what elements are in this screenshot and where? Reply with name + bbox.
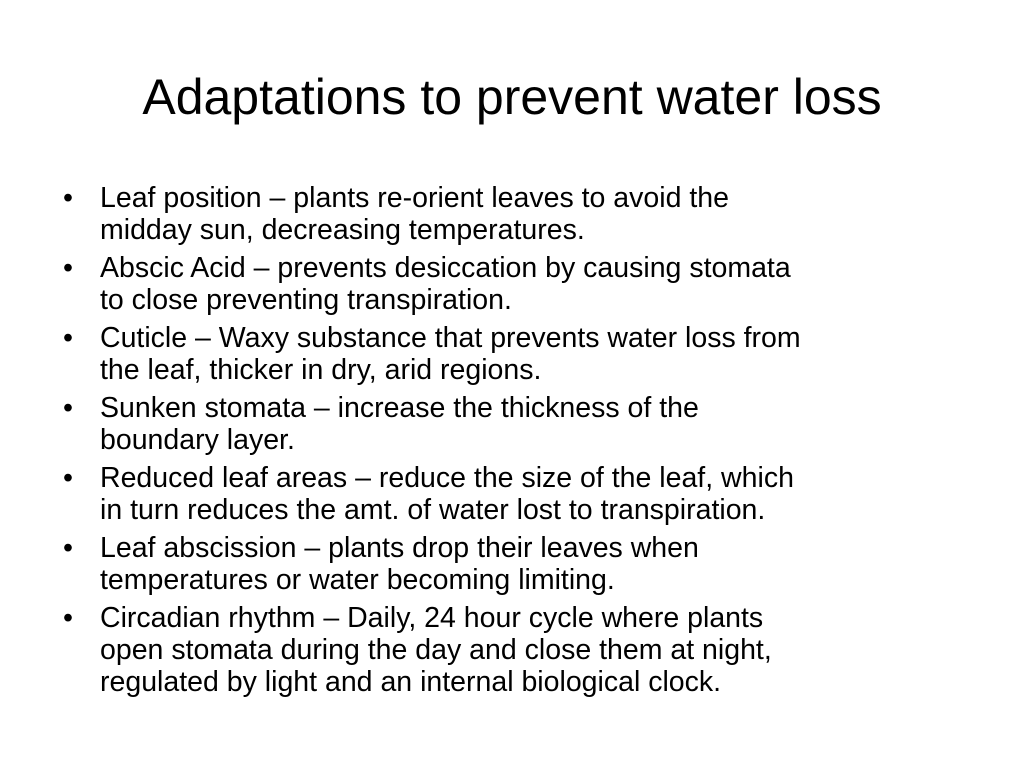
bullet-item-abscic-acid: [58, 252, 958, 316]
bullet-text-line: to close preventing transpiration.: [100, 284, 512, 316]
bullet-text-line: Leaf position – plants re-orient leaves to avoid the: [100, 182, 729, 214]
bullet-dot-icon: •: [63, 532, 73, 564]
slide-title: Adaptations to prevent water loss: [142, 69, 882, 125]
bullet-list: [58, 182, 958, 704]
bullet-item-circadian-rhythm: [58, 602, 958, 698]
bullet-text-line: Abscic Acid – prevents desiccation by causing stomata: [100, 252, 791, 284]
bullet-dot-icon: •: [63, 602, 73, 634]
bullet-text-line: Reduced leaf areas – reduce the size of the leaf, which: [100, 462, 794, 494]
bullet-item-reduced-leaf-areas: [58, 462, 958, 526]
bullet-text-line: Leaf abscission – plants drop their leaves when: [100, 532, 699, 564]
bullet-item-leaf-position: [58, 182, 958, 246]
bullet-text-line: open stomata during the day and close them at night,: [100, 634, 772, 666]
bullet-item-sunken-stomata: [58, 392, 958, 456]
bullet-text-line: temperatures or water becoming limiting.: [100, 564, 615, 596]
bullet-dot-icon: •: [63, 462, 73, 494]
bullet-dot-icon: •: [63, 322, 73, 354]
bullet-text-line: the leaf, thicker in dry, arid regions.: [100, 354, 542, 386]
bullet-text-line: Cuticle – Waxy substance that prevents water loss from: [100, 322, 801, 354]
bullet-text-line: regulated by light and an internal biological clock.: [100, 666, 722, 698]
bullet-text-line: Circadian rhythm – Daily, 24 hour cycle where plants: [100, 602, 764, 634]
bullet-dot-icon: •: [63, 182, 73, 214]
bullet-dot-icon: •: [63, 252, 73, 284]
bullet-text-line: midday sun, decreasing temperatures.: [100, 214, 585, 246]
bullet-text-line: boundary layer.: [100, 424, 295, 456]
bullet-item-leaf-abscission: [58, 532, 958, 596]
bullet-text-line: in turn reduces the amt. of water lost to transpiration.: [100, 494, 766, 526]
bullet-item-cuticle: [58, 322, 958, 386]
bullet-dot-icon: •: [63, 392, 73, 424]
bullet-text-line: Sunken stomata – increase the thickness of the: [100, 392, 699, 424]
